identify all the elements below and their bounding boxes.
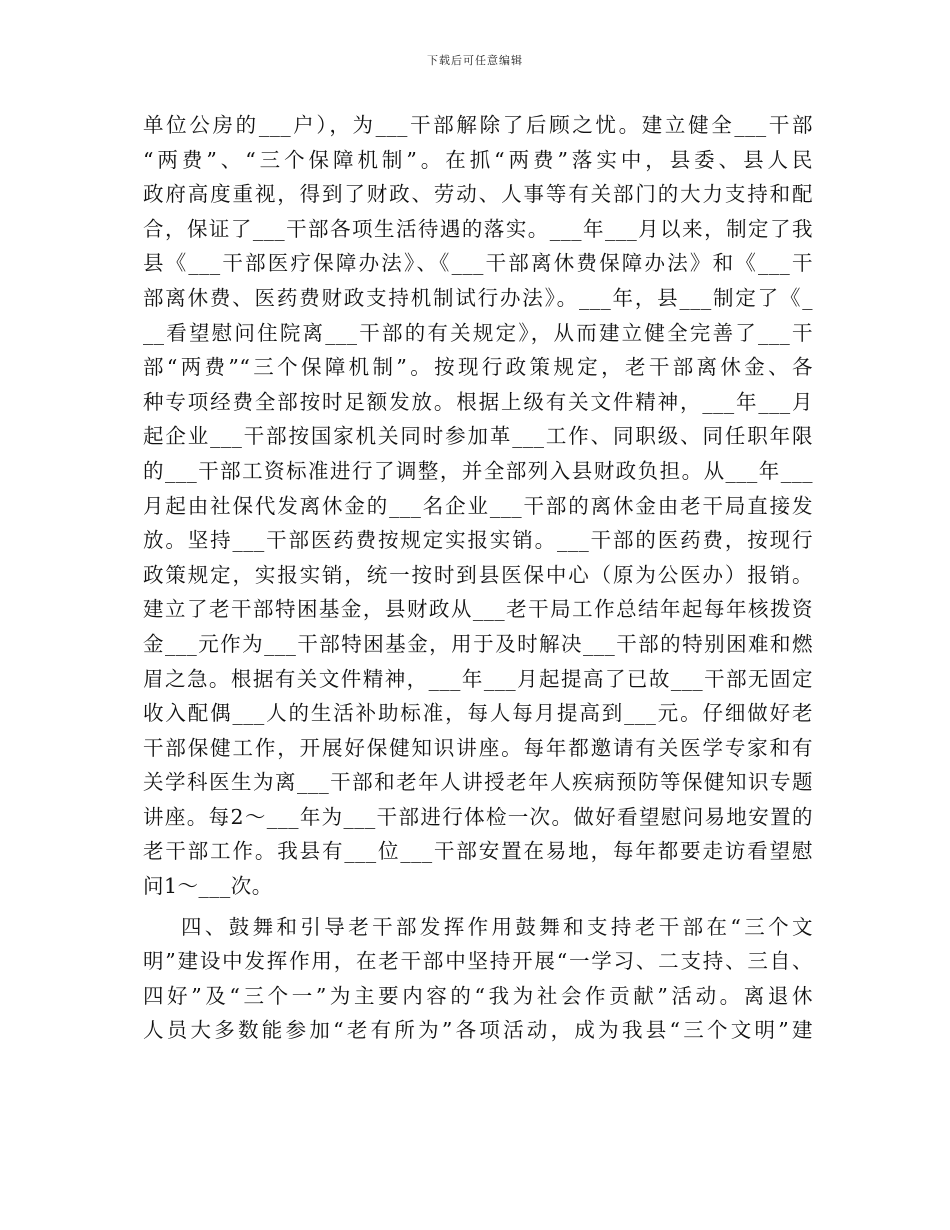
text-line: 合，保证了___干部各项生活待遇的落实。___年___月以来，制定了我 xyxy=(143,216,813,241)
text-line: 问1～___次。 xyxy=(143,874,273,899)
text-line: 讲座。每2～___年为___干部进行体检一次。做好看望慰问易地安置的 xyxy=(143,804,813,829)
paragraph-1 xyxy=(143,108,813,904)
text-line: 眉之急。根据有关文件精神，___年___月起提高了已故___干部无固定 xyxy=(143,666,813,691)
text-line: 四好”及“三个一”为主要内容的“我为社会作贡献”活动。离退休 xyxy=(143,983,813,1008)
text-line: 政策规定，实报实销，统一按时到县医保中心（原为公医办）报销。 xyxy=(143,562,813,587)
text-line: 人员大多数能参加“老有所为”各项活动，成为我县“三个文明”建 xyxy=(143,1018,813,1043)
text-line: 放。坚持___干部医药费按规定实报实销。___干部的医药费，按现行 xyxy=(143,528,813,553)
text-line: 金___元作为___干部特困基金，用于及时解决___干部的特别困难和燃 xyxy=(143,631,813,656)
text-line: 月起由社保代发离休金的___名企业___干部的离休金由老干局直接发 xyxy=(143,493,813,518)
text-line: “两费”、“三个保障机制”。在抓“两费”落实中，县委、县人民 xyxy=(143,147,813,172)
text-line: 部离休费、医药费财政支持机制试行办法》。___年，县___制定了《_ xyxy=(143,285,813,310)
text-line: 政府高度重视，得到了财政、劳动、人事等有关部门的大力支持和配 xyxy=(143,182,813,207)
document-body xyxy=(143,108,813,1048)
text-line: 的___干部工资标准进行了调整，并全部列入县财政负担。从___年___ xyxy=(143,458,813,483)
text-line: 收入配偶___人的生活补助标准，每人每月提高到___元。仔细做好老 xyxy=(143,701,813,726)
text-line: 单位公房的___户），为___干部解除了后顾之忧。建立健全___干部 xyxy=(143,113,813,137)
text-line: 种专项经费全部按时足额发放。根据上级有关文件精神，___年___月 xyxy=(143,389,813,414)
text-line: 四、鼓舞和引导老干部发挥作用鼓舞和支持老干部在“三个文 xyxy=(181,914,813,939)
text-line: __看望慰问住院离___干部的有关规定》，从而建立健全完善了___干 xyxy=(143,320,813,345)
text-line: 关学科医生为离___干部和老年人讲授老年人疾病预防等保健知识专题 xyxy=(143,770,813,795)
text-line: 部“两费”“三个保障机制”。按现行政策规定，老干部离休金、各 xyxy=(143,355,813,380)
page-header: 下载后可任意编辑 xyxy=(427,54,523,67)
text-line: 县《___干部医疗保障办法》、《___干部离休费保障办法》和《___干 xyxy=(143,251,813,276)
text-line: 老干部工作。我县有___位___干部安置在易地，每年都要走访看望慰 xyxy=(143,839,813,864)
text-line: 起企业___干部按国家机关同时参加革___工作、同职级、同任职年限 xyxy=(143,424,813,449)
text-line: 干部保健工作，开展好保健知识讲座。每年都邀请有关医学专家和有 xyxy=(143,735,813,760)
text-line: 建立了老干部特困基金，县财政从___老干局工作总结年起每年核拨资 xyxy=(143,597,813,622)
text-line: 明”建设中发挥作用，在老干部中坚持开展“一学习、二支持、三自、 xyxy=(143,949,813,974)
paragraph-2 xyxy=(143,910,813,1048)
